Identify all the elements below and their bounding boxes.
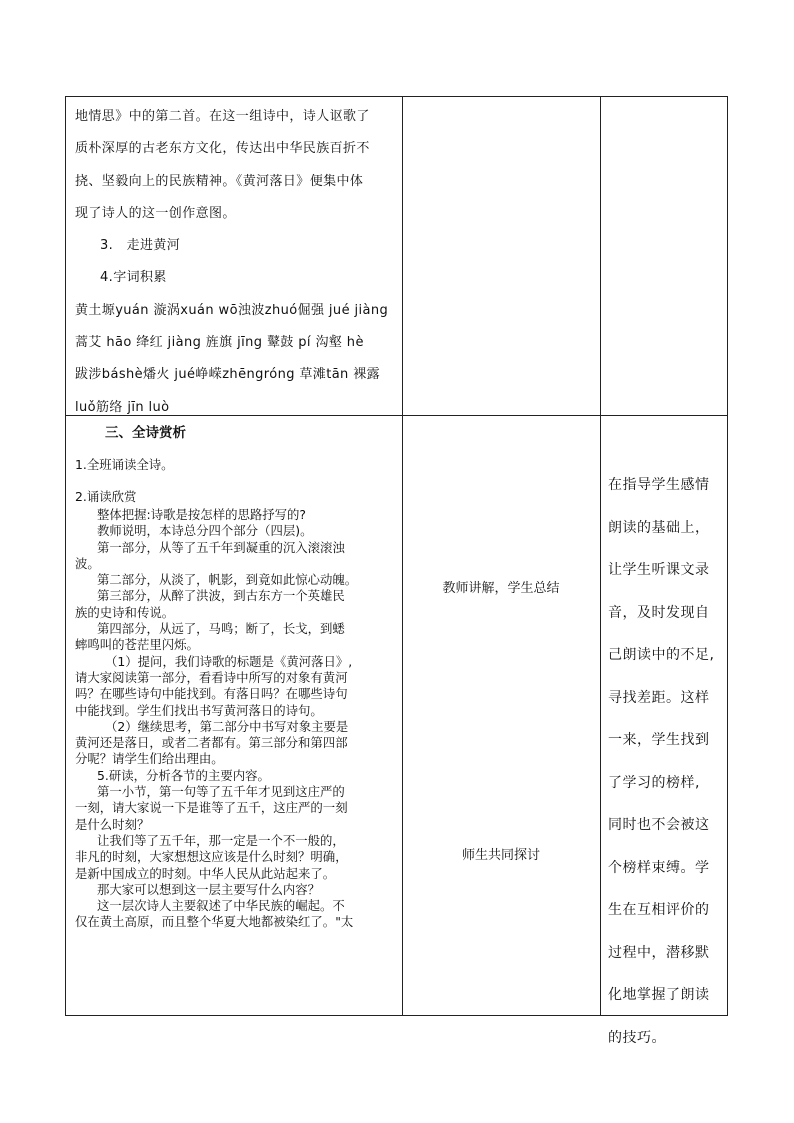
analysis-line: 请大家阅读第一部分，看看诗中所写的对象有黄河 — [75, 669, 348, 685]
section-item: 4.字词积累 — [100, 270, 167, 286]
section-item: 2.诵读欣赏 — [75, 489, 137, 504]
intent-line: 个榜样束缚。学 — [608, 859, 710, 876]
analysis-line: 是新中国成立的时刻。中华人民从此站起来了。 — [75, 865, 336, 881]
intent-line: 寻找差距。这样 — [608, 689, 710, 706]
intent-line: 音，及时发现自 — [608, 604, 710, 621]
intent-line: 一来，学生找到 — [608, 732, 710, 748]
vocab-line: 黄土塬yuán 漩涡xuán wō浊波zhuó倔强 jué jiàng — [75, 302, 389, 318]
analysis-line: 蟀鸣叫的苍茫里闪烁。 — [75, 637, 199, 653]
analysis-line: 波。 — [75, 555, 100, 571]
analysis-line: 一刻，请大家说一下是谁等了五千，这庄严的一刻 — [75, 800, 348, 816]
method-label: 师生共同探讨 — [461, 848, 540, 863]
analysis-line: 中能找到。学生们找出书写黄河落日的诗句。 — [75, 702, 323, 718]
lesson-table — [65, 96, 728, 1046]
analysis-line: 整体把握:诗歌是按怎样的思路抒写的? — [97, 507, 307, 522]
analysis-line: 黄河还是落日，或者二者都有。第三部分和第四部 — [75, 735, 348, 751]
column-divider — [402, 97, 403, 1015]
analysis-line: 非凡的时刻，大家想想这应该是什么时刻？明确， — [75, 849, 348, 865]
section-item: 1.全班诵读全诗。 — [75, 457, 174, 472]
intent-line: 朗读的基础上， — [608, 519, 710, 536]
intent-line: 的技巧。 — [608, 1029, 666, 1046]
design-intent-cell — [600, 415, 727, 1059]
intent-line: 化地掌握了朗读 — [608, 987, 710, 1003]
intent-line: 让学生听课文录 — [608, 562, 710, 578]
vocab-line: 蒿艾 hāo 绛红 jiàng 旌旗 jīng 鼙鼓 pí 沟壑 hè — [75, 335, 364, 351]
vocab-line: luǒ筋络 jīn luò — [75, 399, 170, 415]
content-cell-intro — [66, 97, 402, 415]
text-line: 挠、坚毅向上的民族精神。《黄河落日》便集中体 — [75, 173, 364, 189]
analysis-line: （1）提问，我们诗歌的标题是《黄河落日》, — [105, 653, 353, 669]
analysis-line: 这一层次诗人主要叙述了中华民族的崛起。不 — [97, 898, 345, 914]
analysis-line: 是什么时刻？ — [75, 816, 150, 832]
analysis-line: 教师说明，本诗总分四个部分（四层)。 — [97, 523, 313, 539]
text-line: 地情思》中的第二首。在这一组诗中，诗人讴歌了 — [75, 109, 370, 124]
analysis-line: 第二部分，从淡了，帆影，到竟如此惊心动魄。 — [97, 572, 358, 588]
analysis-line: 第三部分，从醉了洪波，到古东方一个英雄民 — [97, 588, 345, 604]
analysis-line: 5.研读，分析各节的主要内容。 — [97, 767, 270, 783]
text-line: 质朴深厚的古老东方文化，传达出中华民族百折不 — [75, 141, 370, 157]
analysis-line: 第四部分，从远了，马鸣；断了，长戈，到蟋 — [97, 621, 345, 637]
analysis-line: 那大家可以想到这一层主要写什么内容？ — [97, 881, 321, 897]
analysis-line: 第一小节，第一句等了五千年才见到这庄严的 — [97, 784, 345, 800]
analysis-line: 族的史诗和传说。 — [75, 604, 175, 620]
intent-line: 同时也不会被这 — [608, 817, 710, 833]
intent-line: 了学习的榜样, — [608, 774, 700, 791]
intent-line: 己朗读中的不足, — [608, 647, 715, 663]
analysis-body — [75, 507, 394, 931]
section-item: 3. 走进黄河 — [100, 238, 181, 254]
analysis-line: 吗？在哪些诗句中能找到。有落日吗？在哪些诗句 — [75, 686, 348, 702]
analysis-line: 让我们等了五千年，那一定是一个不一般的， — [97, 832, 345, 848]
text-line: 现了诗人的这一创作意图。 — [75, 205, 236, 221]
section-heading: 三、全诗赏析 — [105, 425, 186, 441]
intent-line: 过程中，潜移默 — [608, 944, 710, 961]
method-label: 教师讲解，学生总结 — [442, 581, 560, 596]
intent-line: 生在互相评价的 — [608, 902, 710, 918]
intent-line: 在指导学生感情 — [608, 477, 710, 493]
analysis-line: 仅在黄土高原，而且整个华夏大地都被染红了。"太 — [75, 914, 354, 930]
analysis-line: （2）继续思考，第二部分中书写对象主要是 — [105, 718, 349, 734]
vocab-line: 跋涉báshè燔火 jué峥嵘zhēngróng 草滩tān 裸露 — [75, 367, 381, 383]
content-cell-appreciation — [66, 415, 402, 1015]
analysis-line: 第一部分，从等了五千年到凝重的沉入滚滚浊 — [97, 539, 345, 555]
analysis-line: 分呢？请学生们给出理由。 — [75, 751, 224, 767]
